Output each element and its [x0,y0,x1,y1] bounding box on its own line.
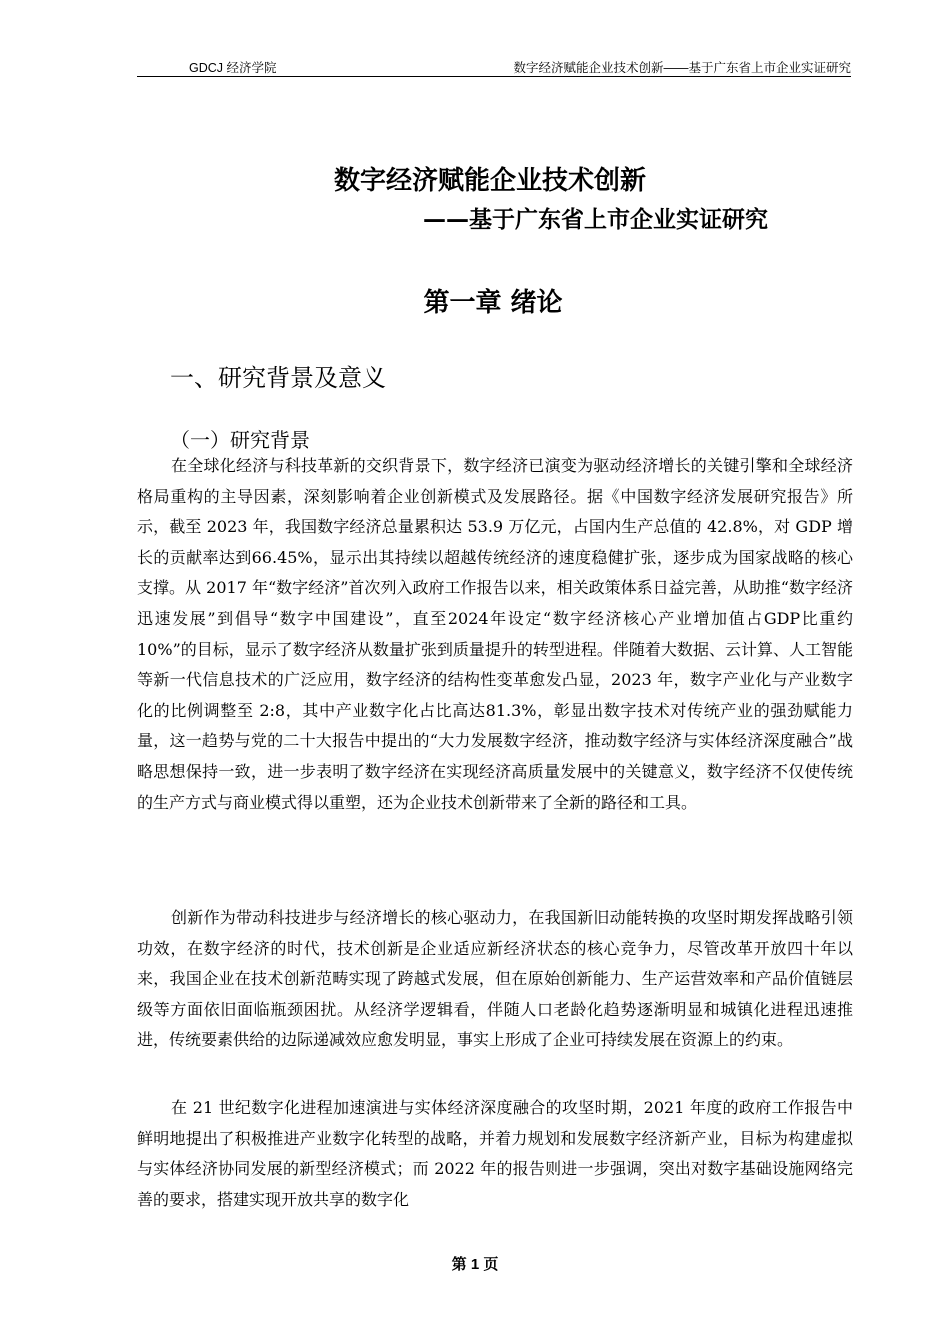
subsection-heading: （一）研究背景 [170,428,310,452]
paper-title: 数字经济赋能企业技术创新 [333,166,646,196]
paragraph-2: 创新作为带动科技进步与经济增长的核心驱动力，在我国新旧动能转换的攻坚时期发挥战略引领功效，在数字经济的时代，技术创新是企业适应新经济状态的核心竞争力，尽管改革开放四十年以来，我国企业在技术创新范畴实现了跨越式发展，但在原始创新能力、生产运营效率和产品价值链层级等方面依旧面临瓶颈困扰。从经济学逻辑看，伴随人口老龄化趋势逐渐明显和城镇化进程迅速推进，传统要素供给的边际递减效应愈发明显，事实上形成了企业可持续发展在资源上的约束。 [137,908,853,1050]
paper-subtitle: ——基于广东省上市企业实证研究 [423,207,768,233]
header-rule [137,76,851,77]
header-paper-title: 数字经济赋能企业技术创新——基于广东省上市企业实证研究 [513,61,851,75]
header-institution: GDCJ 经济学院 [189,61,277,75]
body-text [137,451,853,818]
running-header [137,58,851,76]
paragraph-3: 在 21 世纪数字化进程加速演进与实体经济深度融合的攻坚时期，2021 年度的政府工作报告中鲜明地提出了积极推进产业数字化转型的战略，并着力规划和发展数字经济新产业，目标为构建虚拟与实体经济协同发展的新型经济模式；而 2022 年的报告则进一步强调，突出对数字基础设施网络完善的要求，搭建实现开放共享的数字化 [137,1098,853,1209]
body-text [137,903,853,1056]
section-heading: 一、研究背景及意义 [170,364,386,392]
paragraph-1: 在全球化经济与科技革新的交织背景下，数字经济已演变为驱动经济增长的关键引擎和全球经济格局重构的主导因素，深刻影响着企业创新模式及发展路径。据《中国数字经济发展研究报告》所示，截至 2023 年，我国数字经济总量累积达 53.9 万亿元，占国内生产总值的 42.8%，对 GDP 增长的贡献率达到66.45%，显示出其持续以超越传统经济的速度稳健扩张，逐步成为国家战略的核心支撑。从 2017 年“数字经济”首次列入政府工作报告以来，相关政策体系日益完善，从助推“数字经济迅速发展”到倡导“数字中国建设”，直至2024年设定“数字经济核心产业增加值占GDP比重约 10%”的目标，显示了数字经济从数量扩张到质量提升的转型进程。伴随着大数据、云计算、人工智能等新一代信息技术的广泛应用，数字经济的结构性变革愈发凸显，2023 年，数字产业化与产业数字化的比例调整至 2:8，其中产业数字化占比高达81.3%，彰显出数字技术对传统产业的强劲赋能力量，这一趋势与党的二十大报告中提出的“大力发展数字经济，推动数字经济与实体经济深度融合”战略思想保持一致，进一步表明了数字经济在实现经济高质量发展中的关键意义，数字经济不仅使传统的生产方式与商业模式得以重塑，还为企业技术创新带来了全新的路径和工具。 [137,456,853,812]
page-number: 第 1 页 [451,1256,499,1273]
chapter-heading: 第一章 绪论 [423,288,563,318]
body-text [137,1093,853,1215]
